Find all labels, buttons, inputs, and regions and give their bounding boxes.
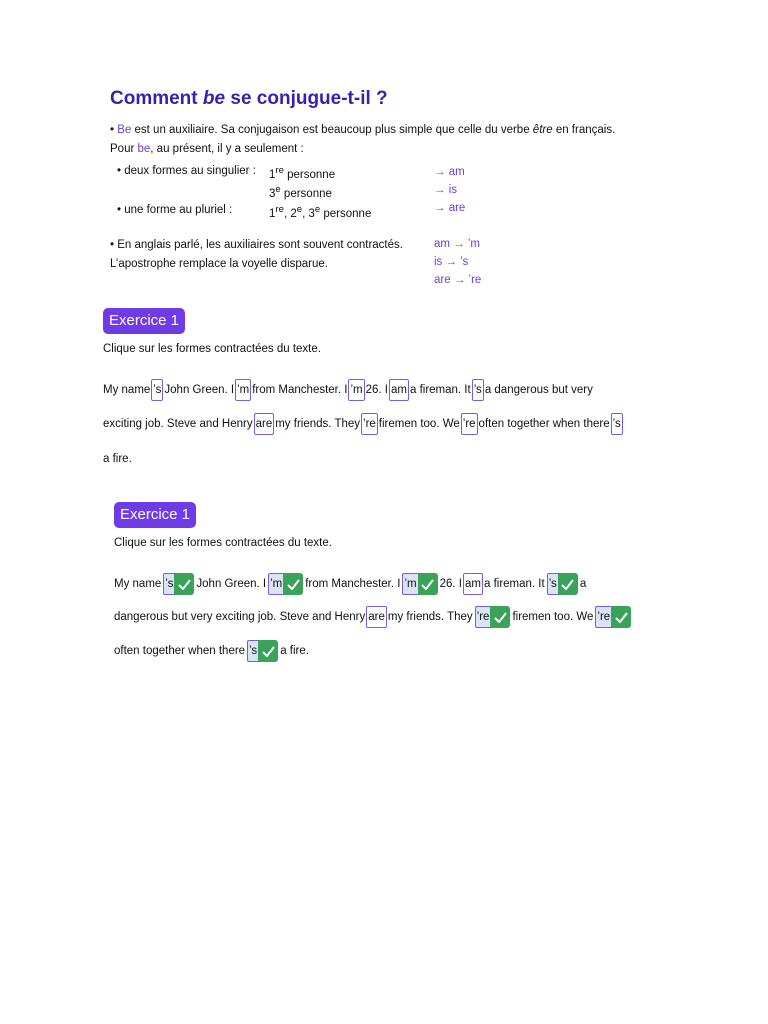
correct-answer[interactable] xyxy=(163,573,194,595)
correct-answer[interactable] xyxy=(247,640,278,662)
text-segment: my friends. They xyxy=(387,611,473,623)
checkmark-icon xyxy=(490,606,510,628)
arrow-am: → am xyxy=(434,166,465,178)
selected-word: ’re xyxy=(595,606,611,628)
word-choice[interactable]: ’s xyxy=(611,413,623,435)
word-choice[interactable]: ’re xyxy=(361,413,378,435)
selected-word: ’re xyxy=(475,606,491,628)
singular-third-person: 3e personne xyxy=(269,184,332,200)
answered-text-line-3 xyxy=(114,639,309,663)
text-segment: dangerous but very exciting job. Steve and Henry xyxy=(114,611,366,623)
text-segment: 26. I xyxy=(439,578,462,590)
arrow-is: → is xyxy=(434,184,457,196)
selected-word: ’m xyxy=(268,573,283,595)
text-segment: often together when there xyxy=(478,418,610,430)
text-segment: exciting job. Steve and Henry xyxy=(103,418,253,430)
text-segment: a fire. xyxy=(280,645,309,657)
word-choice[interactable]: am xyxy=(463,573,483,595)
correct-answer[interactable] xyxy=(595,606,631,628)
text-segment: John Green. I xyxy=(196,578,267,590)
word-choice[interactable]: ’m xyxy=(235,379,251,401)
text-segment: a fireman. It xyxy=(483,578,545,590)
answered-text-line-1 xyxy=(114,572,586,596)
singular-label: • deux formes au singulier : xyxy=(117,165,256,177)
exercise-instruction-answered: Clique sur les formes contractées du texte. xyxy=(114,537,332,549)
word-choice[interactable]: ’s xyxy=(472,379,484,401)
contraction-are: are → ’re xyxy=(434,274,482,286)
plural-persons: 1re, 2e, 3e personne xyxy=(269,204,372,220)
contraction-line-2: L’apostrophe remplace la voyelle disparue. xyxy=(110,258,328,270)
correct-answer[interactable] xyxy=(402,573,437,595)
exercise-badge-answered: Exercice 1 xyxy=(114,502,196,528)
text-segment: often together when there xyxy=(114,645,246,657)
plural-label: • une forme au pluriel : xyxy=(117,204,233,216)
exercise-text-line-3 xyxy=(103,448,132,470)
text-segment: a fireman. It xyxy=(409,384,471,396)
exercise-text-line-2 xyxy=(103,413,624,435)
checkmark-icon xyxy=(258,640,278,662)
arrow-are: → are xyxy=(434,202,466,214)
selected-word: ’s xyxy=(163,573,174,595)
checkmark-icon xyxy=(174,573,194,595)
text-segment: from Manchester. I xyxy=(305,578,401,590)
word-choice[interactable]: are xyxy=(366,606,387,628)
lesson-title: Comment be se conjugue-t-il ? xyxy=(110,88,388,109)
text-segment: a fire. xyxy=(103,453,132,465)
exercise-text-line-1 xyxy=(103,379,593,401)
contraction-am: am → ’m xyxy=(434,238,480,250)
text-segment: firemen too. We xyxy=(512,611,594,623)
word-choice[interactable]: ’re xyxy=(461,413,478,435)
correct-answer[interactable] xyxy=(547,573,578,595)
word-choice[interactable]: are xyxy=(254,413,275,435)
text-segment: My name xyxy=(114,578,162,590)
intro-line-2: Pour be, au présent, il y a seulement : xyxy=(110,143,304,155)
text-segment: my friends. They xyxy=(275,418,361,430)
answered-text-line-2 xyxy=(114,605,633,629)
selected-word: ’s xyxy=(547,573,558,595)
correct-answer[interactable] xyxy=(475,606,511,628)
checkmark-icon xyxy=(418,573,438,595)
text-segment: John Green. I xyxy=(164,384,235,396)
text-segment: My name xyxy=(103,384,151,396)
word-choice[interactable]: ’s xyxy=(151,379,163,401)
text-segment: a xyxy=(579,578,587,590)
text-segment: a dangerous but very xyxy=(484,384,593,396)
word-choice[interactable]: ’m xyxy=(348,379,364,401)
text-segment: from Manchester. I xyxy=(252,384,348,396)
word-choice[interactable]: am xyxy=(389,379,409,401)
checkmark-icon xyxy=(611,606,631,628)
checkmark-icon xyxy=(283,573,303,595)
text-segment: 26. I xyxy=(365,384,388,396)
checkmark-icon xyxy=(558,573,578,595)
intro-line-1: • Be est un auxiliaire. Sa conjugaison est beaucoup plus simple que celle du verbe être en français. xyxy=(110,124,616,136)
selected-word: ’s xyxy=(247,640,258,662)
exercise-instruction: Clique sur les formes contractées du texte. xyxy=(103,343,321,355)
contraction-line-1: • En anglais parlé, les auxiliaires sont souvent contractés. xyxy=(110,239,403,251)
correct-answer[interactable] xyxy=(268,573,303,595)
text-segment: firemen too. We xyxy=(378,418,460,430)
exercise-badge: Exercice 1 xyxy=(103,308,185,334)
singular-first-person: 1re personne xyxy=(269,165,336,181)
contraction-is: is → ’s xyxy=(434,256,469,268)
selected-word: ’m xyxy=(402,573,417,595)
